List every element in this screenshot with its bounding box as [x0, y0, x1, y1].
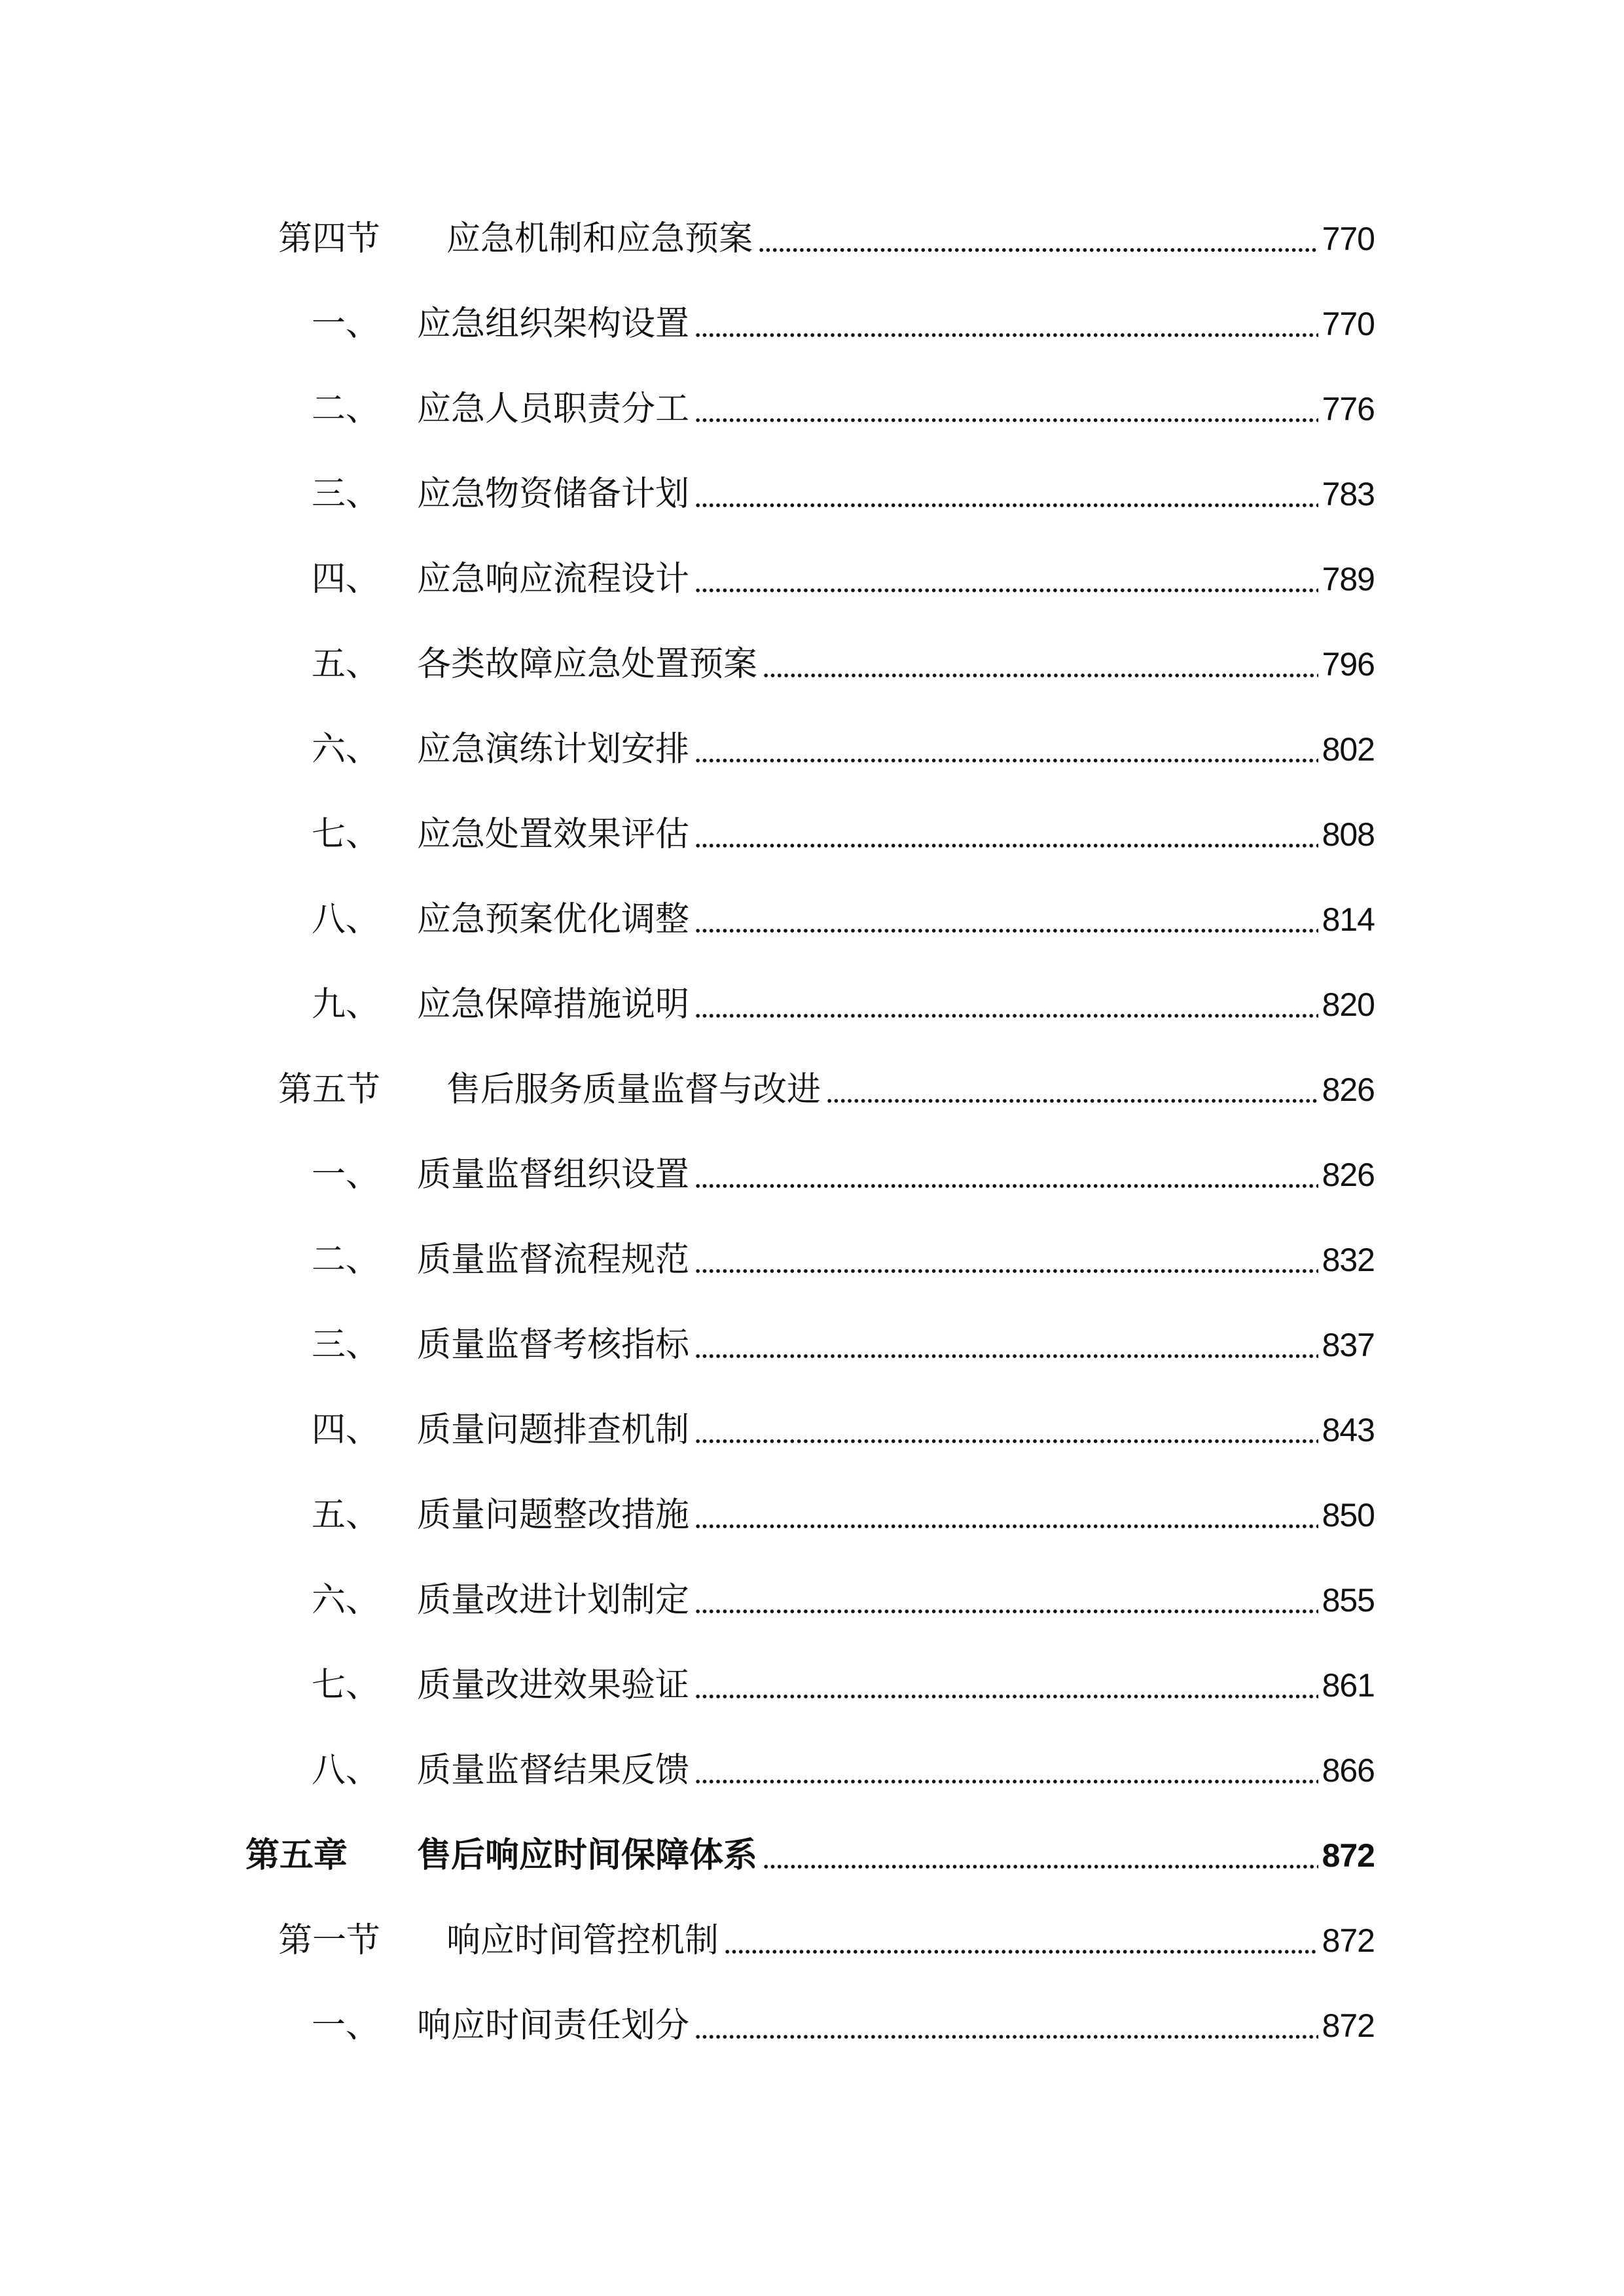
toc-entry-page: 802 [1322, 731, 1375, 768]
toc-entry-page: 789 [1322, 561, 1375, 598]
toc-entry-label: 第一节 [278, 1921, 381, 1960]
toc-entry-section[interactable] [278, 213, 1375, 265]
toc-entry-item[interactable] [312, 1574, 1375, 1626]
toc-entry-label: 第五节 [278, 1070, 381, 1109]
toc-entry-item[interactable] [312, 893, 1375, 946]
dot-leader [695, 553, 1318, 605]
toc-entry-label: 三、 [312, 475, 380, 514]
toc-entry-label: 九、 [312, 985, 380, 1024]
toc-entry-label: 七、 [312, 815, 380, 854]
toc-entry-page: 872 [1322, 2007, 1375, 2044]
toc-entry-title: 质量问题排查机制 [417, 1410, 690, 1450]
toc-entry-page: 770 [1322, 221, 1375, 257]
toc-entry-title: 应急组织架构设置 [417, 304, 690, 344]
toc-entry-title: 应急处置效果评估 [417, 815, 690, 854]
toc-entry-title: 售后响应时间保障体系 [417, 1835, 758, 1875]
toc-entry-title: 响应时间责任划分 [417, 2006, 690, 2045]
toc-entry-item[interactable] [312, 638, 1375, 691]
toc-entry-page: 872 [1322, 1837, 1375, 1874]
toc-entry-label: 七、 [312, 1666, 380, 1705]
toc-entry-page: 783 [1322, 476, 1375, 512]
dot-leader [826, 1064, 1318, 1116]
toc-entry-page: 855 [1322, 1582, 1375, 1619]
toc-entry-label: 八、 [312, 1751, 380, 1790]
dot-leader [695, 893, 1318, 946]
toc-entry-label: 一、 [312, 304, 380, 344]
toc-entry-title: 应急演练计划安排 [417, 730, 690, 769]
dot-leader [695, 1404, 1318, 1456]
toc-entry-item[interactable] [312, 1489, 1375, 1541]
toc-entry-page: 776 [1322, 391, 1375, 427]
dot-leader [695, 1234, 1318, 1286]
dot-leader [763, 1829, 1318, 1882]
dot-leader [695, 1574, 1318, 1626]
toc-entry-title: 应急响应流程设计 [417, 560, 690, 599]
toc-entry-item[interactable] [312, 1744, 1375, 1797]
dot-leader [695, 808, 1318, 861]
toc-entry-title: 质量问题整改措施 [417, 1496, 690, 1535]
toc-entry-item[interactable] [312, 1149, 1375, 1201]
toc-entry-item[interactable] [312, 468, 1375, 520]
toc-entry-label: 四、 [312, 1410, 380, 1450]
toc-entry-page: 872 [1322, 1922, 1375, 1959]
toc-entry-page: 850 [1322, 1497, 1375, 1534]
dot-leader [695, 723, 1318, 776]
toc-entry-label: 八、 [312, 900, 380, 939]
toc-entry-page: 826 [1322, 1071, 1375, 1108]
dot-leader [695, 1659, 1318, 1712]
toc-entry-page: 832 [1322, 1242, 1375, 1278]
toc-entry-title: 应急人员职责分工 [417, 389, 690, 429]
toc-entry-title: 质量改进效果验证 [417, 1666, 690, 1705]
toc-entry-label: 六、 [312, 1581, 380, 1620]
toc-entry-label: 一、 [312, 1155, 380, 1194]
toc-entry-title: 质量监督组织设置 [417, 1155, 690, 1194]
toc-entry-title: 质量监督流程规范 [417, 1240, 690, 1280]
dot-leader [695, 298, 1318, 350]
toc-entry-section[interactable] [278, 1064, 1375, 1116]
toc-entry-page: 820 [1322, 986, 1375, 1023]
toc-entry-title: 响应时间管控机制 [446, 1921, 719, 1960]
dot-leader [695, 2000, 1318, 2052]
toc-entry-title: 应急保障措施说明 [417, 985, 690, 1024]
toc-entry-item[interactable] [312, 2000, 1375, 2052]
dot-leader [695, 468, 1318, 520]
toc-entry-item[interactable] [312, 383, 1375, 435]
toc-entry-label: 三、 [312, 1325, 380, 1365]
toc-entry-label: 五、 [312, 645, 380, 684]
dot-leader [695, 978, 1318, 1031]
toc-entry-item[interactable] [312, 1404, 1375, 1456]
toc-entry-page: 814 [1322, 901, 1375, 938]
toc-entry-label: 第五章 [245, 1835, 348, 1875]
dot-leader [763, 638, 1318, 691]
dot-leader [724, 1914, 1318, 1967]
toc-entry-item[interactable] [312, 1234, 1375, 1286]
toc-entry-label: 四、 [312, 560, 380, 599]
toc-entry-title: 应急机制和应急预案 [446, 219, 753, 259]
dot-leader [695, 1489, 1318, 1541]
toc-entry-title: 质量监督结果反馈 [417, 1751, 690, 1790]
toc-entry-page: 837 [1322, 1327, 1375, 1363]
toc-entry-page: 770 [1322, 306, 1375, 342]
toc-entry-label: 二、 [312, 389, 380, 429]
toc-entry-label: 第四节 [278, 219, 381, 259]
toc-entry-item[interactable] [312, 978, 1375, 1031]
toc-entry-section[interactable] [278, 1914, 1375, 1967]
dot-leader [695, 1319, 1318, 1371]
toc-entry-title: 质量监督考核指标 [417, 1325, 690, 1365]
dot-leader [695, 1149, 1318, 1201]
toc-entry-item[interactable] [312, 723, 1375, 776]
toc-entry-page: 843 [1322, 1412, 1375, 1448]
toc-entry-label: 六、 [312, 730, 380, 769]
toc-entry-item[interactable] [312, 1659, 1375, 1712]
toc-entry-item[interactable] [312, 298, 1375, 350]
toc-entry-label: 二、 [312, 1240, 380, 1280]
dot-leader [758, 213, 1318, 265]
toc-entry-title: 应急物资储备计划 [417, 475, 690, 514]
toc-entry-page: 861 [1322, 1667, 1375, 1704]
toc-entry-title: 质量改进计划制定 [417, 1581, 690, 1620]
toc-entry-page: 808 [1322, 816, 1375, 853]
dot-leader [695, 1744, 1318, 1797]
dot-leader [695, 383, 1318, 435]
toc-entry-label: 五、 [312, 1496, 380, 1535]
toc-entry-title: 应急预案优化调整 [417, 900, 690, 939]
toc-entry-page: 826 [1322, 1157, 1375, 1193]
toc-entry-title: 各类故障应急处置预案 [417, 645, 758, 684]
toc-entry-chapter[interactable] [245, 1829, 1375, 1882]
toc-entry-title: 售后服务质量监督与改进 [446, 1070, 821, 1109]
toc-entry-item[interactable] [312, 553, 1375, 605]
toc-entry-page: 796 [1322, 646, 1375, 683]
toc-entry-label: 一、 [312, 2006, 380, 2045]
toc-entry-item[interactable] [312, 1319, 1375, 1371]
toc-entry-item[interactable] [312, 808, 1375, 861]
toc-entry-page: 866 [1322, 1752, 1375, 1789]
